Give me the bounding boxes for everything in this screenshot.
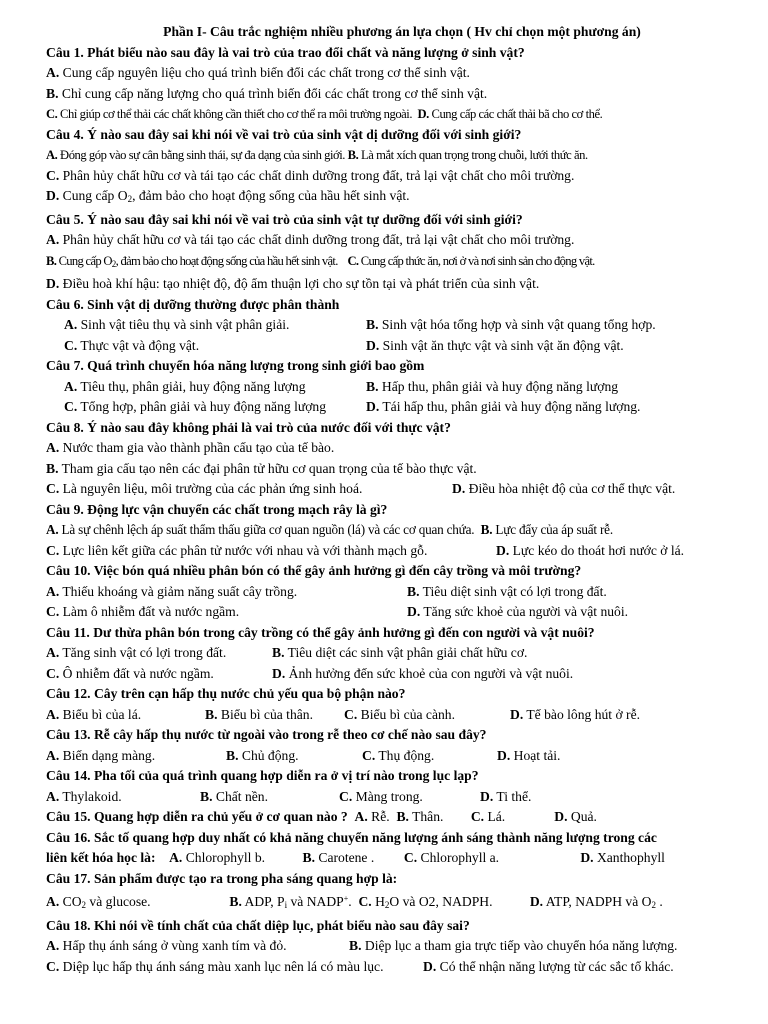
- question-17-stem: Câu 17. Sản phẩm được tạo ra trong pha sáng quang hợp là:: [46, 870, 398, 886]
- q9-option-a-b: A. Là sự chênh lệch áp suất thẩm thấu giữa cơ quan nguồn (lá) và các cơ quan chứa. B. Lực đẩy của áp suất rễ.: [46, 522, 613, 537]
- q16-option-c: C. Chlorophyll a.: [403, 850, 500, 865]
- q11-option-b: B. Tiêu diệt các sinh vật phân giải chất hữu cơ.: [272, 645, 528, 660]
- q11-row-2: [46, 664, 730, 685]
- q4-option-d: D. Cung cấp $O_2$, đảm bảo cho hoạt động sống của hầu hết sinh vật.: [46, 188, 410, 204]
- q6-option-a: A. Sinh vật tiêu thụ và sinh vật phân giải.: [64, 317, 290, 332]
- q7-option-a: A. Tiêu thụ, phân giải, huy động năng lượng: [64, 378, 306, 394]
- q7-row-1: [46, 377, 730, 398]
- q17-options: [46, 889, 730, 916]
- q10-option-c: C. Làm ô nhiễm đất và nước ngầm.: [46, 604, 240, 619]
- q13-option-d: D. Hoạt tải.: [497, 747, 561, 763]
- question-12-stem: Câu 12. Cây trên cạn hấp thụ nước chủ yếu qua bộ phận nào?: [46, 686, 406, 701]
- q14-option-d: D. Ti thể.: [480, 788, 532, 804]
- q6-row-1: [46, 315, 730, 336]
- q9-option-d: D. Lực kéo do thoát hơi nước ở lá.: [496, 542, 685, 558]
- question-9-stem: Câu 9. Động lực vận chuyển các chất trong mạch rây là gì?: [46, 501, 388, 517]
- q13-options: [46, 746, 730, 767]
- q16-option-b: B. Carotene .: [302, 850, 375, 865]
- question-15: [46, 807, 730, 828]
- section-title: Phần I- Câu trắc nghiệm nhiều phương án lựa chọn ( Hv chỉ chọn một phương án): [163, 24, 641, 39]
- question-16-stem: Câu 16. Sắc tố quang hợp duy nhất có khả năng chuyển năng lượng ánh sáng thành năng lượng trong các: [46, 829, 657, 845]
- q6-option-b: B. Sinh vật hóa tổng hợp và sinh vật quang tổng hợp.: [366, 317, 656, 332]
- q18-option-b: B. Diệp lục a tham gia trực tiếp vào chuyển hóa năng lượng.: [349, 938, 678, 953]
- q15-option-a: A. Rễ.: [354, 809, 390, 824]
- q10-option-d: D. Tăng sức khoẻ của người và vật nuôi.: [407, 604, 629, 619]
- q8-option-d: D. Điều hòa nhiệt độ của cơ thể thực vật.: [452, 481, 676, 496]
- q14-option-c: C. Màng trong.: [339, 788, 423, 804]
- q7-option-d: D. Tái hấp thu, phân giải và huy động năng lượng.: [366, 399, 641, 414]
- question-14-stem: Câu 14. Pha tối của quá trình quang hợp diễn ra ở vị trí nào trong lục lạp?: [46, 768, 479, 783]
- q14-option-b: B. Chất nền.: [200, 788, 268, 804]
- q18-row-1: [46, 936, 730, 957]
- q14-options: [46, 787, 730, 808]
- q6-option-d: D. Sinh vật ăn thực vật và sinh vật ăn động vật.: [366, 337, 624, 353]
- q17-option-d: D. ATP, NADPH và $O_2$ .: [529, 894, 663, 910]
- q8-option-a: A. Nước tham gia vào thành phần cấu tạo của tế bào.: [46, 440, 335, 455]
- q17-option-a: A. $CO_2$ và glucose.: [46, 894, 151, 910]
- question-13-stem: Câu 13. Rễ cây hấp thụ nước từ ngoài vào trong rễ theo cơ chế nào sau đây?: [46, 727, 487, 742]
- q8-option-b: B. Tham gia cấu tạo nên các đại phân tử hữu cơ quan trọng của tế bào thực vật.: [46, 460, 477, 476]
- q13-option-a: A. Biến dạng màng.: [46, 747, 156, 763]
- q10-option-b: B. Tiêu diệt sinh vật có lợi trong đất.: [407, 583, 607, 599]
- q15-option-b: B. Thân.: [396, 809, 444, 824]
- q18-option-a: A. Hấp thụ ánh sáng ở vùng xanh tím và đỏ.: [46, 938, 287, 953]
- q7-option-c: C. Tổng hợp, phân giải và huy động năng lượng: [64, 399, 327, 414]
- q13-option-b: B. Chủ động.: [226, 747, 299, 763]
- question-5-stem: Câu 5. Ý nào sau đây sai khi nói về vai trò của sinh vật tự dưỡng đối với sinh giới?: [46, 211, 523, 227]
- q17-option-c: C. $H_2O$ và O2, NADPH.: [358, 894, 493, 910]
- question-18-stem: Câu 18. Khi nói về tính chất của chất diệp lục, phát biểu nào sau đây sai?: [46, 917, 470, 933]
- q7-row-2: [46, 397, 730, 418]
- q12-option-d: D. Tế bào lông hút ở rễ.: [510, 706, 641, 722]
- q11-option-a: A. Tăng sinh vật có lợi trong đất.: [46, 645, 227, 660]
- q17-option-b: B. ADP, $P_i$ và NADP+.: [229, 894, 352, 910]
- q16-option-d: D. Xanthophyll: [580, 850, 665, 865]
- q12-option-c: C. Biểu bì của cành.: [344, 706, 455, 722]
- question-11-stem: Câu 11. Dư thừa phân bón trong cây trồng có thể gây ảnh hưởng gì đến con người và vật nuôi?: [46, 624, 595, 640]
- q11-option-c: C. Ô nhiễm đất và nước ngầm.: [46, 665, 214, 681]
- q8-row-c-d: [46, 479, 730, 500]
- question-1-stem: Câu 1. Phát biểu nào sau đây là vai trò của trao đổi chất và năng lượng ở sinh vật?: [46, 44, 525, 60]
- q6-option-c: C. Thực vật và động vật.: [64, 337, 200, 353]
- q4-option-a-b: A. Đóng góp vào sự cân bằng sinh thái, sự đa dạng của sinh giới. B. Là mắt xích quan trọng trong chuỗi, lưới thức ăn.: [46, 148, 588, 162]
- q5-option-d: D. Điều hoà khí hậu: tạo nhiệt độ, độ ẩm thuận lợi cho sự tồn tại và phát triển của sinh vật.: [46, 276, 540, 291]
- question-15-stem: Câu 15. Quang hợp diễn ra chủ yếu ở cơ quan nào ?: [46, 809, 348, 824]
- q13-option-c: C. Thụ động.: [362, 747, 435, 763]
- q6-row-2: [46, 336, 730, 357]
- q14-option-a: A. Thylakoid.: [46, 788, 122, 804]
- q5-option-b-c: B. Cung cấp $O_2$, đảm bảo cho hoạt động sống của hầu hết sinh vật. C. Cung cấp thức ăn, nơi ở và nơi sinh sản cho động vật.: [46, 253, 595, 269]
- q1-option-b: B. Chỉ cung cấp năng lượng cho quá trình biến đổi các chất trong cơ thể sinh vật.: [46, 85, 488, 101]
- q15-option-d: D. Quả.: [554, 809, 597, 824]
- q12-option-a: A. Biểu bì của lá.: [46, 706, 142, 722]
- q15-option-c: C. Lá.: [470, 809, 506, 824]
- q10-row-1: [46, 582, 730, 603]
- q10-option-a: A. Thiếu khoáng và giảm năng suất cây trồng.: [46, 583, 298, 599]
- q1-option-a: A. Cung cấp nguyên liệu cho quá trình biến đổi các chất trong cơ thể sinh vật.: [46, 65, 470, 80]
- q9-option-c: C. Lực liên kết giữa các phân tử nước với nhau và với thành mạch gỗ.: [46, 542, 428, 558]
- q16-stem-cont-options: liên kết hóa học là: A. Chlorophyll b. B. Carotene . C. Chlorophyll a. D. Xanthophyll: [46, 848, 730, 869]
- q11-option-d: D. Ảnh hưởng đến sức khoẻ của con người và vật nuôi.: [272, 665, 574, 681]
- q8-option-c: C. Là nguyên liệu, môi trường của các phản ứng sinh hoá.: [46, 481, 363, 496]
- q4-option-c: C. Phân hủy chất hữu cơ và tái tạo các chất dinh dưỡng trong đất, trả lại vật chất cho môi trường.: [46, 167, 575, 183]
- q10-row-2: [46, 602, 730, 623]
- q11-row-1: [46, 643, 730, 664]
- q1-option-c-d: C. Chỉ giúp cơ thể thải các chất không cần thiết cho cơ thể ra môi trường ngoài. D. Cung cấp các chất thải bã cho cơ thể.: [46, 107, 603, 121]
- question-8-stem: Câu 8. Ý nào sau đây không phải là vai trò của nước đối với thực vật?: [46, 419, 451, 435]
- question-10-stem: Câu 10. Việc bón quá nhiều phân bón có thể gây ảnh hưởng gì đến cây trồng và môi trường?: [46, 563, 582, 578]
- q12-options: [46, 705, 730, 726]
- q18-row-2: [46, 957, 730, 978]
- question-6-stem: Câu 6. Sinh vật dị dưỡng thường được phân thành: [46, 296, 340, 312]
- q12-option-b: B. Biểu bì của thân.: [205, 706, 313, 722]
- q18-option-c: C. Diệp lục hấp thụ ánh sáng màu xanh lục nên lá có màu lục.: [46, 958, 384, 974]
- question-7-stem: Câu 7. Quá trình chuyển hóa năng lượng trong sinh giới bao gồm: [46, 358, 425, 373]
- q5-option-a: A. Phân hủy chất hữu cơ và tái tạo các chất dinh dưỡng trong đất, trả lại vật chất cho môi trường.: [46, 232, 575, 247]
- q7-option-b: B. Hấp thu, phân giải và huy động năng lượng: [366, 378, 619, 394]
- q16-option-a: A. Chlorophyll b.: [169, 850, 266, 865]
- q18-option-d: D. Có thể nhận năng lượng từ các sắc tố khác.: [423, 958, 674, 974]
- q9-row-c-d: [46, 541, 730, 562]
- question-4-stem: Câu 4. Ý nào sau đây sai khi nói về vai trò của sinh vật dị dưỡng đối với sinh giới?: [46, 126, 522, 142]
